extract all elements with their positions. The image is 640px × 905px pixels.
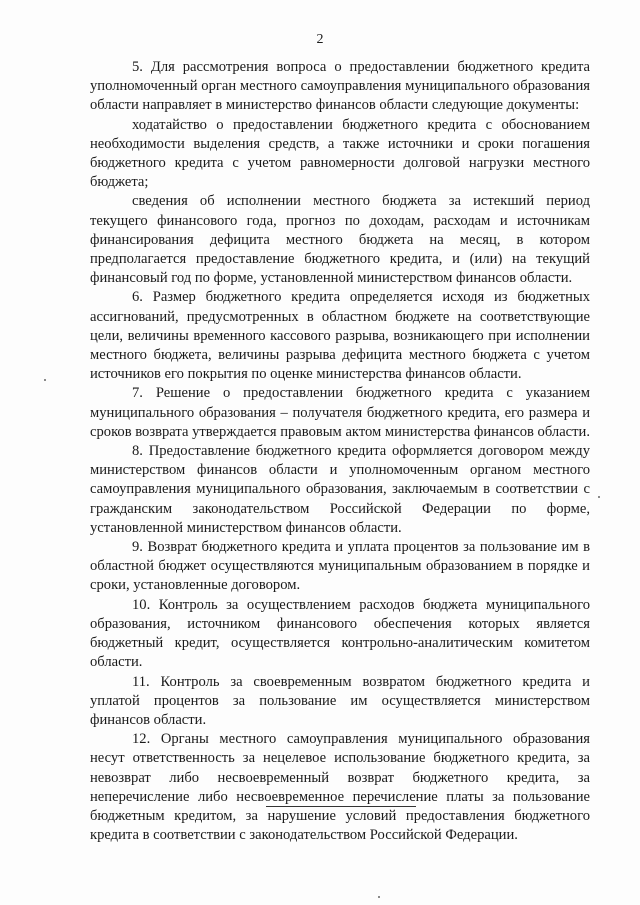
closing-rule-line bbox=[266, 806, 416, 807]
scan-speck bbox=[598, 496, 600, 498]
paragraph-12: 12. Органы местного самоуправления муниципального образования несут ответственность за нецелевое использование бюджетного кредита, за невозврат либо несвоевременный возврат бюджетного кредита, за неперечисление либо несвоевременное перечисление платы за пользование бюджетным кредитом, за нарушение условий предоставления бюджетного кредита в соответствии с законодательством Российской Федерации. bbox=[90, 731, 590, 844]
paragraph-7: 7. Решение о предоставлении бюджетного кредита с указанием муниципального образования – получателя бюджетного кредита, его размера и сроков возврата утверждается правовым актом министерства финансов области. bbox=[90, 385, 590, 440]
document-body bbox=[90, 58, 590, 845]
paragraph-5-item-budget-info: сведения об исполнении местного бюджета за истекший период текущего финансового года, прогноз по доходам, расходам и источникам финансирования дефицита местного бюджета на месяц, в котором предполагается предоставление бюджетного кредита, и (или) на текущий финансовый год по форме, установленной министерством финансов области. bbox=[90, 193, 590, 287]
paragraph-5: 5. Для рассмотрения вопроса о предоставлении бюджетного кредита уполномоченный орган местного самоуправления муниципального образования области направляет в министерство финансов области следующие документы: bbox=[90, 59, 590, 114]
page-number: 2 bbox=[316, 32, 324, 47]
paragraph-6: 6. Размер бюджетного кредита определяется исходя из бюджетных ассигнований, предусмотренных в областном бюджете на соответствующие цели, величины временного кассового разрыва, возникающего при исполнении местного бюджета, величины разрыва дефицита местного бюджета с учетом источников его покрытия по оценке министерства финансов области. bbox=[90, 289, 590, 383]
paragraph-5-item-petition: ходатайство о предоставлении бюджетного кредита с обоснованием необходимости выделения средств, а также источники и сроки погашения бюджетного кредита с учетом равномерности долговой нагрузки местного бюджета; bbox=[90, 116, 590, 191]
paragraph-10: 10. Контроль за осуществлением расходов бюджета муниципального образования, источником финансового обеспечения которых является бюджетный кредит, осуществляется контрольно-аналитическим комитетом области. bbox=[90, 596, 590, 671]
paragraph-9: 9. Возврат бюджетного кредита и уплата процентов за пользование им в областной бюджет осуществляются муниципальным образованием в порядке и сроки, установленные договором. bbox=[90, 539, 590, 594]
scan-speck bbox=[44, 379, 46, 381]
scan-speck bbox=[378, 896, 380, 898]
paragraph-11: 11. Контроль за своевременным возвратом бюджетного кредита и уплатой процентов за пользование им осуществляется министерством финансов области. bbox=[90, 673, 590, 728]
paragraph-8: 8. Предоставление бюджетного кредита оформляется договором между министерством финансов области и уполномоченным органом местного самоуправления муниципального образования, заключаемым в соответствии с гражданским законодательством Российской Федерации по форме, установленной министерством финансов области. bbox=[90, 443, 590, 536]
